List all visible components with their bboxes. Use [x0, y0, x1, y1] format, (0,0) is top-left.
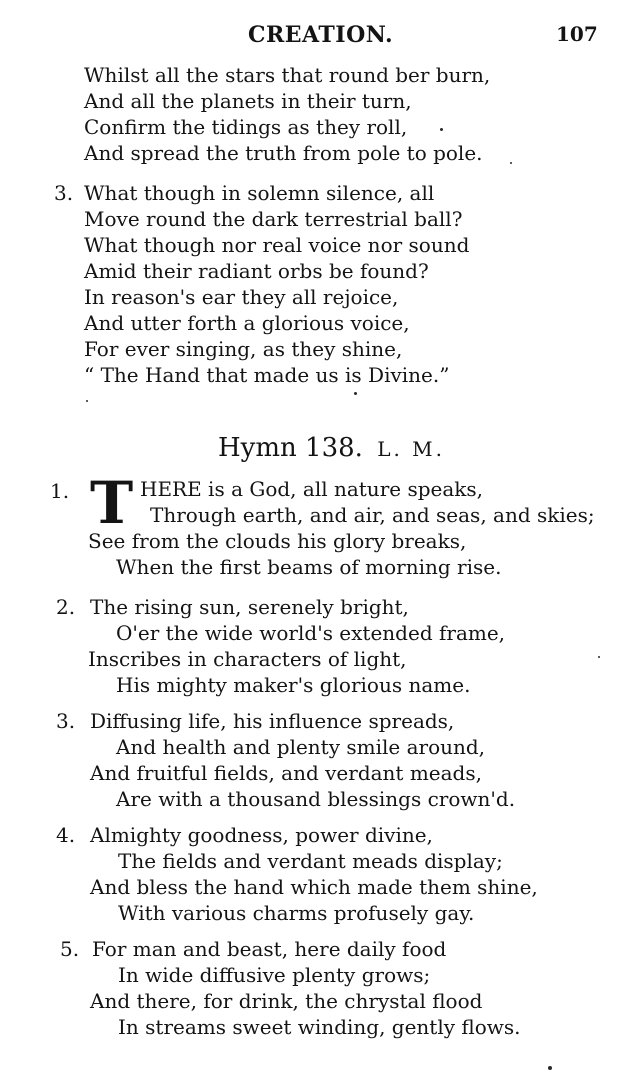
- scan-speck: [510, 162, 512, 164]
- verse-line: Are with a thousand blessings crown'd.: [116, 787, 516, 811]
- scan-speck: [354, 392, 357, 395]
- verse-line: Almighty goodness, power divine,: [90, 823, 433, 847]
- verse-line: HERE is a God, all nature speaks,: [140, 477, 484, 501]
- verse-line: Whilst all the stars that round ber burn,: [84, 63, 491, 87]
- verse-line: In reason's ear they all rejoice,: [84, 285, 399, 309]
- verse-line: With various charms profusely gay.: [118, 901, 475, 925]
- verse-line: The rising sun, serenely bright,: [90, 595, 409, 619]
- verse-line: His mighty maker's glorious name.: [116, 673, 471, 697]
- verse-line: For ever singing, as they shine,: [84, 337, 403, 361]
- verse-line: And all the planets in their turn,: [84, 89, 412, 113]
- hymn-heading: [218, 433, 445, 463]
- verse-line: Move round the dark terrestrial ball?: [84, 207, 463, 231]
- verse-line: Amid their radiant orbs be found?: [84, 259, 429, 283]
- verse-line: O'er the wide world's extended frame,: [116, 621, 506, 645]
- verse-line: And fruitful fields, and verdant meads,: [90, 761, 482, 785]
- running-title: CREATION.: [248, 22, 394, 48]
- stanza-number: 1.: [50, 479, 70, 503]
- verse-line: And there, for drink, the chrystal flood: [90, 989, 483, 1013]
- page-number: 107: [556, 22, 598, 46]
- verse-line: What though in solemn silence, all: [84, 181, 435, 205]
- scan-speck: [440, 128, 443, 131]
- verse-line: When the first beams of morning rise.: [116, 555, 502, 579]
- stanza-number: 5.: [60, 937, 80, 961]
- drop-cap: T: [90, 469, 134, 537]
- verse-line: What though nor real voice nor sound: [84, 233, 470, 257]
- stanza-number: 3.: [56, 709, 76, 733]
- verse-line: And health and plenty smile around,: [116, 735, 486, 759]
- stanza-number: 4.: [56, 823, 76, 847]
- scan-speck: [598, 656, 600, 658]
- verse-line: Diffusing life, his influence spreads,: [90, 709, 455, 733]
- verse-line: In streams sweet winding, gently flows.: [118, 1015, 521, 1039]
- verse-line: And bless the hand which made them shine,: [90, 875, 538, 899]
- verse-line: And spread the truth from pole to pole.: [84, 141, 483, 165]
- scan-speck: [548, 1066, 552, 1070]
- verse-line: The fields and verdant meads display;: [118, 849, 503, 873]
- scan-speck: [86, 400, 88, 402]
- verse-line: Through earth, and air, and seas, and skies;: [150, 503, 595, 527]
- running-head: [0, 22, 640, 56]
- hymn-title: Hymn 138.: [218, 433, 363, 463]
- stanza-number: 2.: [56, 595, 76, 619]
- verse-line: “ The Hand that made us is Divine.”: [84, 363, 450, 387]
- verse-line: For man and beast, here daily food: [92, 937, 447, 961]
- stanza-number: 3.: [54, 181, 74, 205]
- verse-line: Confirm the tidings as they roll,: [84, 115, 408, 139]
- hymn-meter: L. M.: [377, 437, 446, 461]
- verse-line: Inscribes in characters of light,: [88, 647, 407, 671]
- verse-line: And utter forth a glorious voice,: [84, 311, 410, 335]
- verse-line: See from the clouds his glory breaks,: [88, 529, 467, 553]
- verse-line: In wide diffusive plenty grows;: [118, 963, 431, 987]
